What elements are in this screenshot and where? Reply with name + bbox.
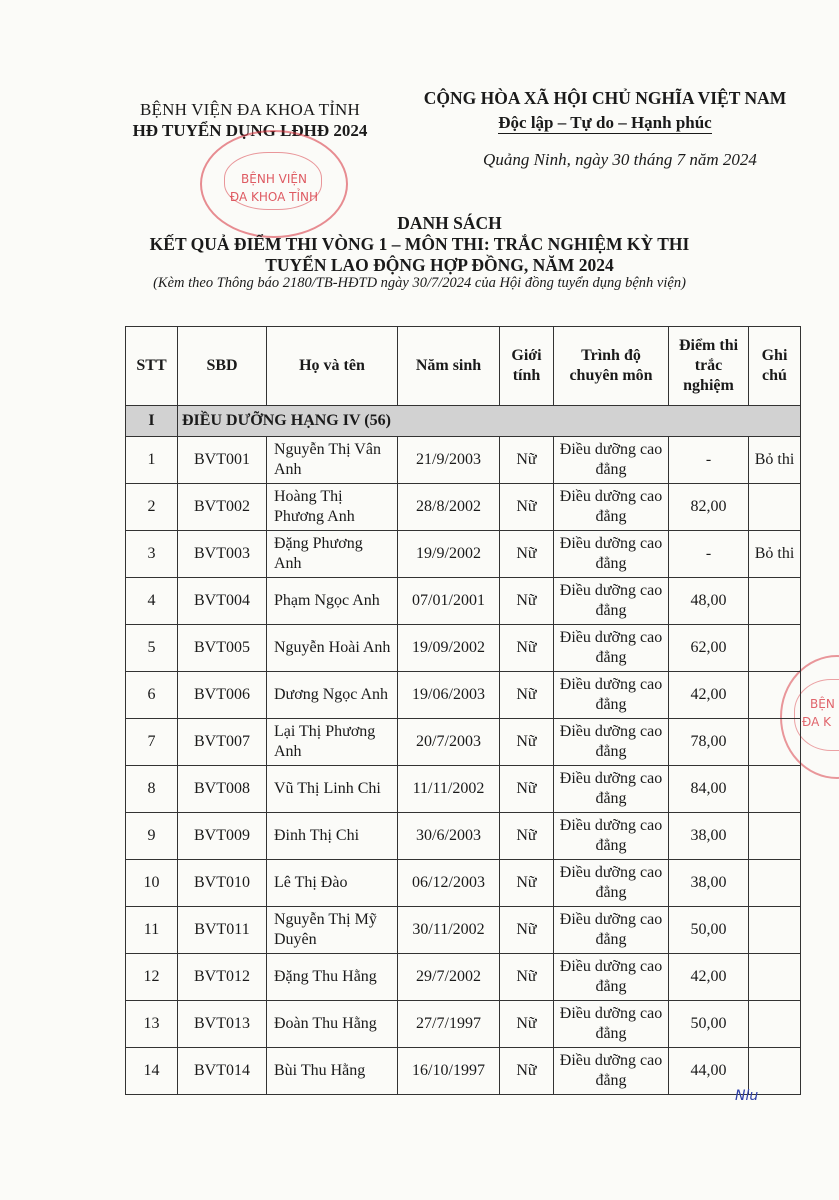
cell-note: [749, 860, 801, 907]
cell-stt: 8: [126, 766, 178, 813]
cell-stt: 6: [126, 672, 178, 719]
cell-qualification: Điều dưỡng cao đẳng: [554, 1048, 669, 1095]
table-row: [126, 719, 801, 766]
cell-gender: Nữ: [500, 1001, 554, 1048]
cell-name: Vũ Thị Linh Chi: [267, 766, 398, 813]
cell-score: 38,00: [669, 860, 749, 907]
cell-name: Lại Thị Phương Anh: [267, 719, 398, 766]
cell-stt: 11: [126, 907, 178, 954]
cell-score: 78,00: [669, 719, 749, 766]
cell-note: [749, 766, 801, 813]
cell-name: Phạm Ngọc Anh: [267, 578, 398, 625]
cell-sbd: BVT008: [178, 766, 267, 813]
cell-score: 42,00: [669, 954, 749, 1001]
table-row: [126, 1048, 801, 1095]
cell-qualification: Điều dưỡng cao đẳng: [554, 625, 669, 672]
cell-score: -: [669, 437, 749, 484]
cell-score: 42,00: [669, 672, 749, 719]
title-line3: TUYỂN LAO ĐỘNG HỢP ĐỒNG, NĂM 2024: [265, 255, 614, 275]
cell-name: Đoàn Thu Hằng: [267, 1001, 398, 1048]
cell-sbd: BVT003: [178, 531, 267, 578]
table-row: [126, 437, 801, 484]
table-row: [126, 625, 801, 672]
cell-gender: Nữ: [500, 719, 554, 766]
cell-dob: 11/11/2002: [398, 766, 500, 813]
section-title: ĐIỀU DƯỠNG HẠNG IV (56): [178, 406, 801, 437]
stamp-text-line2: ĐA KHOA TỈNH: [229, 190, 319, 204]
col-header-qualification: Trình độ chuyên môn: [554, 327, 669, 406]
cell-sbd: BVT012: [178, 954, 267, 1001]
cell-stt: 2: [126, 484, 178, 531]
table-row: [126, 484, 801, 531]
cell-note: [749, 907, 801, 954]
table-row: [126, 531, 801, 578]
cell-qualification: Điều dưỡng cao đẳng: [554, 719, 669, 766]
cell-gender: Nữ: [500, 1048, 554, 1095]
cell-dob: 30/6/2003: [398, 813, 500, 860]
cell-name: Hoàng Thị Phương Anh: [267, 484, 398, 531]
cell-name: Đinh Thị Chi: [267, 813, 398, 860]
cell-stt: 4: [126, 578, 178, 625]
nation-motto: Độc lập – Tự do – Hạnh phúc: [498, 113, 712, 132]
cell-score: 62,00: [669, 625, 749, 672]
cell-sbd: BVT009: [178, 813, 267, 860]
cell-gender: Nữ: [500, 813, 554, 860]
cell-qualification: Điều dưỡng cao đẳng: [554, 672, 669, 719]
cell-dob: 21/9/2003: [398, 437, 500, 484]
table-row: [126, 860, 801, 907]
cell-gender: Nữ: [500, 484, 554, 531]
cell-gender: Nữ: [500, 578, 554, 625]
cell-note: [749, 672, 801, 719]
table-row: [126, 578, 801, 625]
cell-gender: Nữ: [500, 954, 554, 1001]
cell-sbd: BVT010: [178, 860, 267, 907]
cell-gender: Nữ: [500, 766, 554, 813]
table-row: [126, 1001, 801, 1048]
cell-score: 50,00: [669, 907, 749, 954]
cell-name: Lê Thị Đào: [267, 860, 398, 907]
org-name: BỆNH VIỆN ĐA KHOA TỈNH: [139, 100, 361, 119]
cell-sbd: BVT014: [178, 1048, 267, 1095]
cell-score: 44,00: [669, 1048, 749, 1095]
cell-dob: 16/10/1997: [398, 1048, 500, 1095]
stamp-edge-text-line2: ĐA K: [802, 715, 831, 729]
cell-dob: 27/7/1997: [398, 1001, 500, 1048]
cell-gender: Nữ: [500, 860, 554, 907]
cell-qualification: Điều dưỡng cao đẳng: [554, 437, 669, 484]
cell-gender: Nữ: [500, 437, 554, 484]
table-row: [126, 954, 801, 1001]
col-header-gender: Giới tính: [500, 327, 554, 406]
cell-stt: 12: [126, 954, 178, 1001]
cell-dob: 19/09/2002: [398, 625, 500, 672]
cell-sbd: BVT013: [178, 1001, 267, 1048]
cell-qualification: Điều dưỡng cao đẳng: [554, 484, 669, 531]
cell-stt: 3: [126, 531, 178, 578]
cell-name: Nguyễn Thị Mỹ Duyên: [267, 907, 398, 954]
cell-name: Đặng Thu Hằng: [267, 954, 398, 1001]
cell-name: Đặng Phương Anh: [267, 531, 398, 578]
col-header-sbd: SBD: [178, 327, 267, 406]
cell-dob: 19/9/2002: [398, 531, 500, 578]
col-header-note: Ghi chú: [749, 327, 801, 406]
cell-sbd: BVT005: [178, 625, 267, 672]
cell-sbd: BVT006: [178, 672, 267, 719]
cell-note: [749, 954, 801, 1001]
table-row: [126, 813, 801, 860]
results-table: [125, 326, 801, 1095]
cell-qualification: Điều dưỡng cao đẳng: [554, 531, 669, 578]
cell-stt: 14: [126, 1048, 178, 1095]
table-row: [126, 907, 801, 954]
cell-note: Bỏ thi: [749, 531, 801, 578]
cell-dob: 29/7/2002: [398, 954, 500, 1001]
cell-score: 38,00: [669, 813, 749, 860]
section-row: [126, 406, 801, 437]
col-header-dob: Năm sinh: [398, 327, 500, 406]
cell-stt: 5: [126, 625, 178, 672]
cell-dob: 07/01/2001: [398, 578, 500, 625]
cell-score: 82,00: [669, 484, 749, 531]
cell-name: Dương Ngọc Anh: [267, 672, 398, 719]
stamp-text-line1: BỆNH VIỆN: [241, 172, 307, 186]
cell-dob: 19/06/2003: [398, 672, 500, 719]
cell-qualification: Điều dưỡng cao đẳng: [554, 766, 669, 813]
cell-note: [749, 813, 801, 860]
cell-score: 84,00: [669, 766, 749, 813]
cell-gender: Nữ: [500, 672, 554, 719]
cell-stt: 10: [126, 860, 178, 907]
cell-stt: 7: [126, 719, 178, 766]
nation-header: [400, 88, 810, 133]
title-note: (Kèm theo Thông báo 2180/TB-HĐTD ngày 30/7/2024 của Hội đồng tuyển dụng bệnh viện): [153, 275, 686, 291]
document-date: Quảng Ninh, ngày 30 tháng 7 năm 2024: [483, 150, 757, 169]
cell-note: [749, 578, 801, 625]
org-council: HĐ TUYỂN DỤNG LĐHĐ 2024: [132, 121, 368, 140]
cell-name: Nguyễn Thị Vân Anh: [267, 437, 398, 484]
cell-gender: Nữ: [500, 531, 554, 578]
document-title: [0, 213, 839, 276]
cell-score: 50,00: [669, 1001, 749, 1048]
cell-sbd: BVT004: [178, 578, 267, 625]
cell-qualification: Điều dưỡng cao đẳng: [554, 1001, 669, 1048]
cell-dob: 28/8/2002: [398, 484, 500, 531]
cell-note: [749, 719, 801, 766]
table-row: [126, 672, 801, 719]
cell-dob: 06/12/2003: [398, 860, 500, 907]
title-line1: DANH SÁCH: [397, 213, 502, 233]
cell-qualification: Điều dưỡng cao đẳng: [554, 813, 669, 860]
cell-gender: Nữ: [500, 625, 554, 672]
cell-score: 48,00: [669, 578, 749, 625]
cell-score: -: [669, 531, 749, 578]
cell-name: Nguyễn Hoài Anh: [267, 625, 398, 672]
cell-gender: Nữ: [500, 907, 554, 954]
cell-sbd: BVT011: [178, 907, 267, 954]
title-line2: KẾT QUẢ ĐIỂM THI VÒNG 1 – MÔN THI: TRẮC NGHIỆM KỲ THI: [149, 234, 690, 254]
cell-name: Bùi Thu Hằng: [267, 1048, 398, 1095]
cell-dob: 30/11/2002: [398, 907, 500, 954]
cell-stt: 1: [126, 437, 178, 484]
signature-initials: Nlu: [735, 1088, 759, 1104]
cell-note: [749, 625, 801, 672]
cell-stt: 9: [126, 813, 178, 860]
cell-dob: 20/7/2003: [398, 719, 500, 766]
cell-qualification: Điều dưỡng cao đẳng: [554, 578, 669, 625]
col-header-score: Điểm thi trắc nghiệm: [669, 327, 749, 406]
cell-note: [749, 1001, 801, 1048]
cell-note: Bỏ thi: [749, 437, 801, 484]
cell-sbd: BVT002: [178, 484, 267, 531]
cell-qualification: Điều dưỡng cao đẳng: [554, 860, 669, 907]
col-header-name: Họ và tên: [267, 327, 398, 406]
cell-note: [749, 484, 801, 531]
col-header-stt: STT: [126, 327, 178, 406]
cell-qualification: Điều dưỡng cao đẳng: [554, 954, 669, 1001]
table-row: [126, 766, 801, 813]
table-header-row: [126, 327, 801, 406]
stamp-edge-text-line1: BỆN: [810, 697, 835, 711]
cell-stt: 13: [126, 1001, 178, 1048]
cell-sbd: BVT007: [178, 719, 267, 766]
section-index: I: [126, 406, 178, 437]
cell-qualification: Điều dưỡng cao đẳng: [554, 907, 669, 954]
nation-name: CỘNG HÒA XÃ HỘI CHỦ NGHĨA VIỆT NAM: [423, 88, 787, 108]
cell-sbd: BVT001: [178, 437, 267, 484]
